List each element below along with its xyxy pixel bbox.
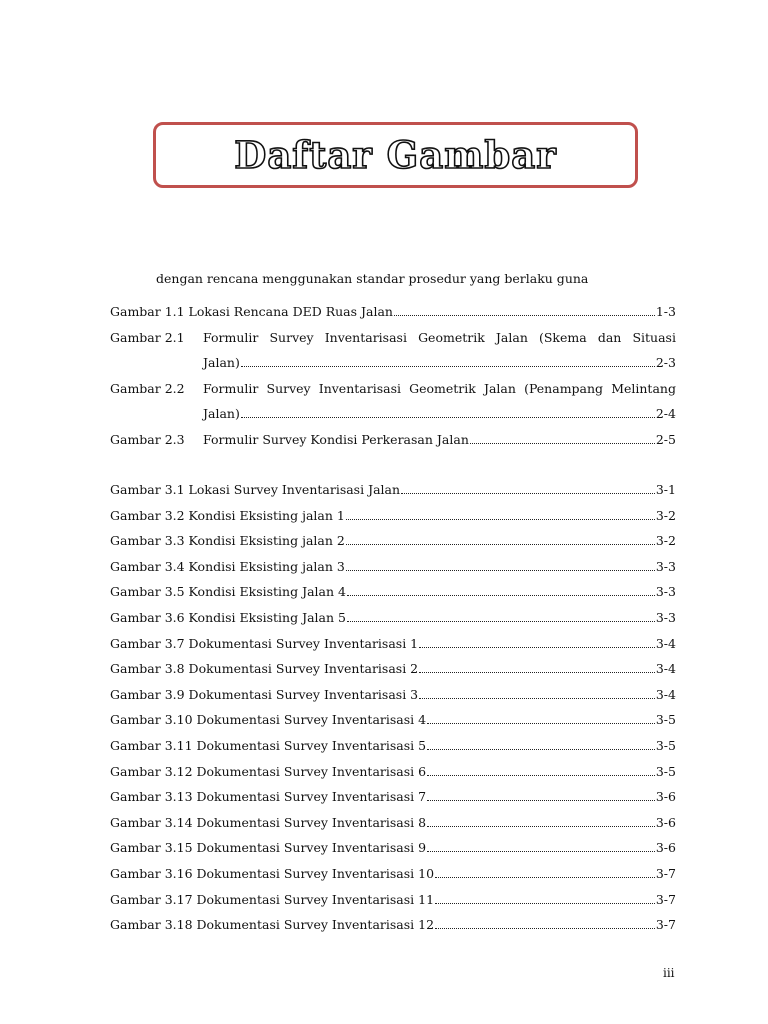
toc-label: Gambar 3.8 Dokumentasi Survey Inventarisasi 2 bbox=[110, 661, 419, 677]
toc-continuation[interactable] bbox=[203, 406, 676, 426]
toc-entry[interactable] bbox=[110, 636, 676, 656]
toc-label-justified[interactable] bbox=[203, 330, 676, 345]
leader-dots bbox=[241, 408, 655, 418]
leader-dots bbox=[394, 306, 655, 316]
toc-label: Gambar 3.10 Dokumentasi Survey Inventarisasi 4 bbox=[110, 712, 427, 728]
toc-label: Gambar 3.12 Dokumentasi Survey Inventarisasi 6 bbox=[110, 763, 427, 779]
toc-label: Jalan) bbox=[203, 355, 240, 370]
word: Situasi bbox=[632, 330, 676, 345]
leader-dots bbox=[435, 919, 655, 929]
word: Inventarisasi bbox=[318, 381, 401, 396]
toc-entry[interactable] bbox=[110, 533, 676, 553]
toc-number: Gambar 2.2 bbox=[110, 381, 185, 396]
toc-label: Gambar 3.5 Kondisi Eksisting Jalan 4 bbox=[110, 584, 346, 600]
toc-label: Gambar 3.15 Dokumentasi Survey Inventarisasi 9 bbox=[110, 840, 427, 856]
toc-label: Formulir Survey Kondisi Perkerasan Jalan bbox=[203, 432, 469, 447]
leader-dots bbox=[470, 434, 655, 444]
toc-entry[interactable] bbox=[110, 892, 676, 912]
toc-entry[interactable] bbox=[110, 687, 676, 707]
toc-number: Gambar 2.1 bbox=[110, 330, 185, 345]
toc-entry[interactable] bbox=[110, 789, 676, 809]
toc-label: Gambar 3.18 Dokumentasi Survey Inventarisasi 12 bbox=[110, 917, 435, 933]
toc-continuation[interactable] bbox=[203, 355, 676, 375]
toc-entry[interactable] bbox=[110, 610, 676, 630]
word: Jalan bbox=[483, 381, 516, 396]
intro-text: dengan rencana menggunakan standar prosedur yang berlaku guna bbox=[156, 271, 589, 286]
leader-dots bbox=[419, 689, 655, 699]
leader-dots bbox=[401, 484, 655, 494]
toc-page: 3-3 bbox=[655, 558, 676, 574]
heading-frame bbox=[153, 122, 638, 188]
toc-page: 3-2 bbox=[655, 507, 676, 523]
leader-dots bbox=[346, 561, 655, 571]
toc-entry[interactable] bbox=[110, 304, 676, 324]
toc-page: 3-4 bbox=[655, 661, 676, 677]
leader-dots bbox=[346, 510, 655, 520]
word: Melintang bbox=[611, 381, 676, 396]
toc-label: Gambar 3.17 Dokumentasi Survey Inventarisasi 11 bbox=[110, 891, 435, 907]
toc-page: 3-3 bbox=[655, 584, 676, 600]
toc-page: 3-4 bbox=[655, 635, 676, 651]
word: Survey bbox=[269, 330, 314, 345]
leader-dots bbox=[347, 612, 655, 622]
word: Geometrik bbox=[418, 330, 485, 345]
toc-page: 3-4 bbox=[655, 686, 676, 702]
toc-label: Gambar 3.6 Kondisi Eksisting Jalan 5 bbox=[110, 610, 346, 625]
toc-label: Gambar 3.3 Kondisi Eksisting jalan 2 bbox=[110, 533, 345, 549]
word: Jalan bbox=[495, 330, 528, 345]
toc-entry[interactable] bbox=[110, 917, 676, 937]
toc-page: 3-7 bbox=[655, 891, 676, 907]
leader-dots bbox=[427, 714, 655, 724]
leader-dots bbox=[241, 357, 655, 367]
toc-entry[interactable] bbox=[110, 764, 676, 784]
page-title: Daftar Gambar bbox=[234, 132, 557, 177]
word: Formulir bbox=[203, 330, 259, 345]
toc-page: 3-1 bbox=[655, 482, 676, 497]
word: Formulir bbox=[203, 381, 259, 396]
leader-dots bbox=[347, 586, 655, 596]
word: Geometrik bbox=[409, 381, 476, 396]
toc-entry[interactable] bbox=[110, 584, 676, 604]
toc-page: 3-7 bbox=[655, 917, 676, 933]
leader-dots bbox=[427, 766, 655, 776]
toc-label: Gambar 3.2 Kondisi Eksisting jalan 1 bbox=[110, 507, 345, 523]
leader-dots bbox=[419, 638, 655, 648]
toc-page: 3-3 bbox=[655, 610, 676, 625]
page-number: iii bbox=[663, 966, 675, 980]
toc-label: Gambar 3.11 Dokumentasi Survey Inventarisasi 5 bbox=[110, 738, 427, 753]
toc-page: 3-5 bbox=[655, 763, 676, 779]
toc-page: 3-6 bbox=[655, 814, 676, 830]
toc-entry[interactable] bbox=[110, 661, 676, 681]
toc-label: Gambar 3.16 Dokumentasi Survey Inventarisasi 10 bbox=[110, 866, 435, 881]
toc-label: Gambar 3.7 Dokumentasi Survey Inventarisasi 1 bbox=[110, 635, 419, 651]
word: (Skema bbox=[538, 330, 587, 345]
toc-label: Gambar 3.1 Lokasi Survey Inventarisasi Jalan bbox=[110, 482, 401, 497]
toc-label: Gambar 1.1 Lokasi Rencana DED Ruas Jalan bbox=[110, 304, 393, 319]
toc-number: Gambar 2.3 bbox=[110, 432, 185, 447]
toc-label: Gambar 3.14 Dokumentasi Survey Inventarisasi 8 bbox=[110, 814, 427, 830]
toc-page: 2-3 bbox=[655, 355, 676, 370]
toc-entry[interactable] bbox=[110, 866, 676, 886]
toc-entry[interactable] bbox=[110, 815, 676, 835]
toc-page: 3-7 bbox=[655, 866, 676, 881]
leader-dots bbox=[427, 842, 655, 852]
toc-entry[interactable] bbox=[110, 738, 676, 758]
word: (Penampang bbox=[524, 381, 604, 396]
toc-label: Gambar 3.13 Dokumentasi Survey Inventarisasi 7 bbox=[110, 789, 427, 805]
toc-page: 3-5 bbox=[655, 738, 676, 753]
toc-entry[interactable] bbox=[110, 840, 676, 860]
word: Inventarisasi bbox=[324, 330, 407, 345]
toc-page: 2-4 bbox=[655, 406, 676, 421]
leader-dots bbox=[419, 663, 655, 673]
leader-dots bbox=[435, 894, 655, 904]
toc-entry[interactable] bbox=[110, 559, 676, 579]
toc-entry[interactable] bbox=[110, 712, 676, 732]
toc-entry[interactable] bbox=[203, 432, 676, 452]
toc-label: Jalan) bbox=[203, 406, 240, 421]
leader-dots bbox=[427, 791, 655, 801]
word: dan bbox=[597, 330, 622, 345]
toc-label-justified[interactable] bbox=[203, 381, 676, 396]
leader-dots bbox=[427, 740, 655, 750]
toc-page: 1-3 bbox=[655, 304, 676, 319]
toc-page: 3-6 bbox=[655, 840, 676, 856]
toc-entry[interactable] bbox=[110, 482, 676, 502]
word: Survey bbox=[266, 381, 311, 396]
leader-dots bbox=[346, 535, 655, 545]
toc-page: 3-2 bbox=[655, 533, 676, 549]
toc-label: Gambar 3.4 Kondisi Eksisting jalan 3 bbox=[110, 558, 345, 574]
toc-page: 3-6 bbox=[655, 789, 676, 805]
leader-dots bbox=[427, 817, 655, 827]
toc-entry[interactable] bbox=[110, 508, 676, 528]
toc-label: Gambar 3.9 Dokumentasi Survey Inventarisasi 3 bbox=[110, 686, 419, 702]
toc-page: 2-5 bbox=[655, 432, 676, 447]
leader-dots bbox=[435, 868, 655, 878]
toc-page: 3-5 bbox=[655, 712, 676, 728]
